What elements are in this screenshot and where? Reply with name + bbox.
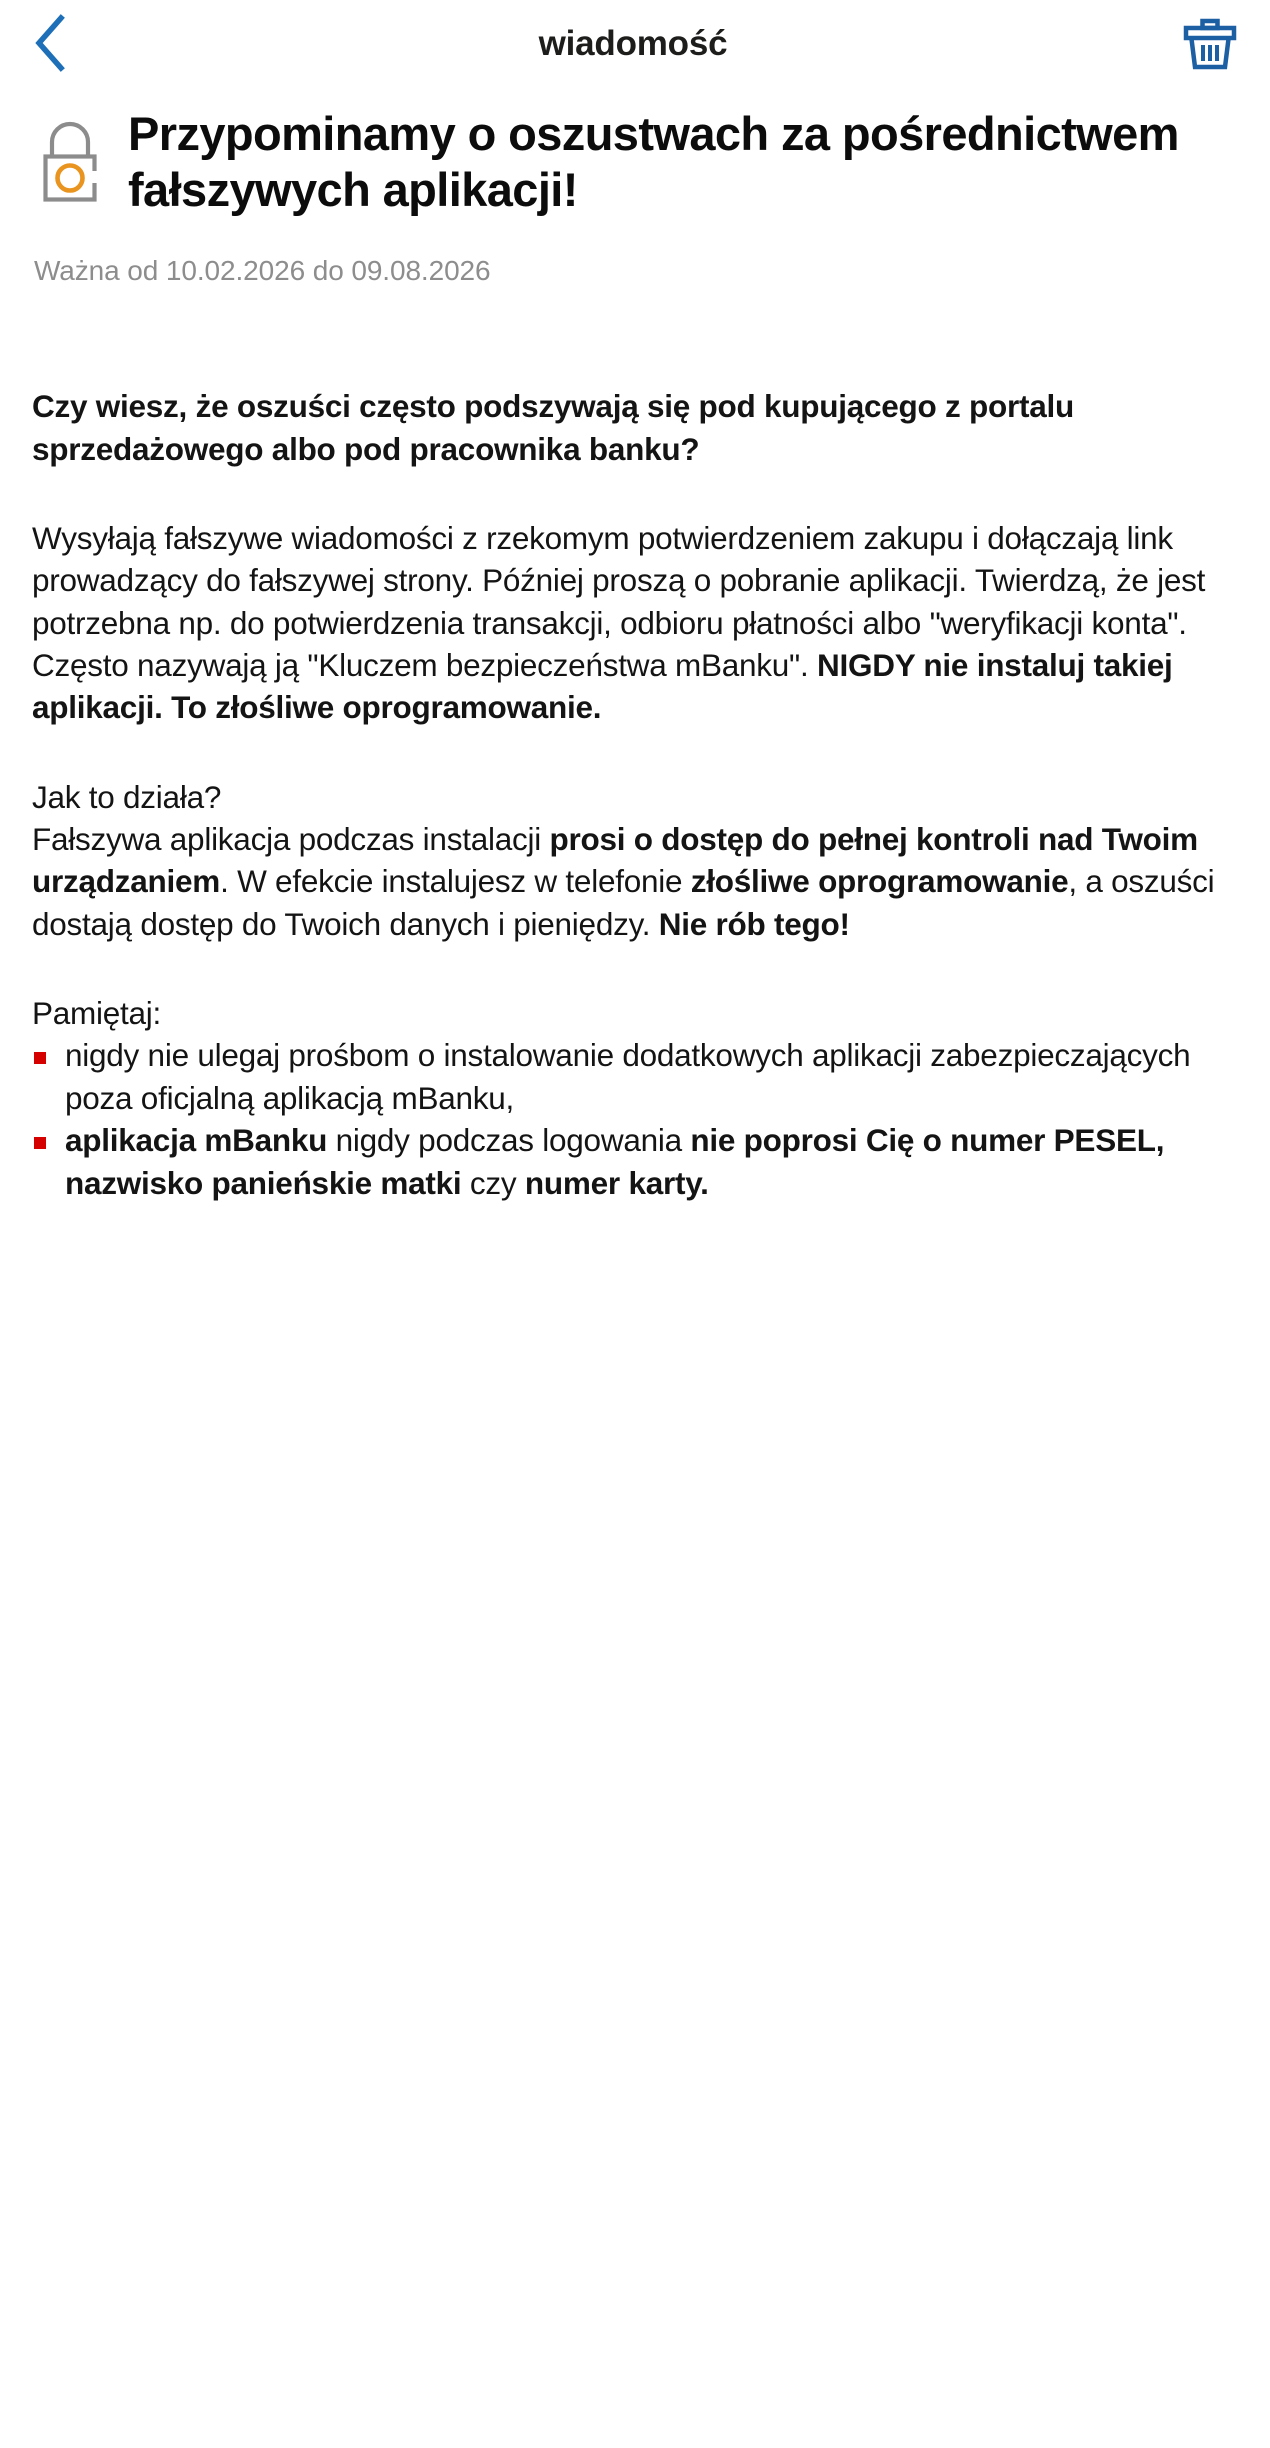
top-bar [0,0,1270,88]
bullet-2-text-1: nigdy podczas logowania [327,1122,691,1159]
chevron-left-icon [30,12,70,77]
bullet-2-text-bold-2: nie poprosi Cię o numer PESEL, nazwisko panieńskie matki [65,1122,1165,1201]
page-title: wiadomość [538,24,728,63]
bullet-2-text-2: czy [461,1164,525,1201]
bullet-2-text-bold-3: numer karty. [524,1164,709,1201]
mechanism-text-1: Fałszywa aplikacja podczas instalacji [32,821,550,858]
paragraph-intro: Czy wiesz, że oszuści często podszywają się pod kupującego z portalu sprzedażowego albo pod pracownika banku? [32,388,1075,467]
message-header [0,88,1270,219]
trash-icon [1181,12,1239,77]
message-title: Przypominamy o oszustwach za pośrednictwem fałszywych aplikacji! [128,107,1179,217]
paragraph-text-bold: NIGDY nie instaluj takiej aplikacji. To złośliwe oprogramowanie. [32,646,1173,726]
padlock-icon [34,106,116,213]
message-body [0,289,1270,1244]
heading-remember: Pamiętaj: [32,995,162,1032]
spacer [32,470,1248,517]
message-validity: Ważna od 10.02.2026 do 09.08.2026 [34,254,491,286]
remember-list [32,1034,1248,1203]
paragraph-how-scam-works [32,517,1248,729]
paragraph-text-regular: Wysyłają fałszywe wiadomości z rzekomym potwierdzeniem zakupu i dołączają link prowadzący do fałszywej strony. Później proszą o pobranie aplikacji. Twierdzą, że jest potrzebna np. do potwierdzenia transakcji, odbioru płatności albo "weryfikacji konta". Często nazywają ją "Kluczem bezpieczeństwa mBanku". [32,519,1206,683]
mechanism-text-bold-3: Nie rób tego! [658,905,850,942]
bullet-2-text-bold-1: aplikacja mBanku [65,1122,328,1159]
mechanism-text-2: . W efekcie instalujesz w telefonie [220,863,691,900]
back-button[interactable] [30,13,92,75]
paragraph-mechanism [32,818,1248,945]
heading-how-it-works: Jak to działa? [32,778,222,815]
mechanism-text-bold-2: złośliwe oprogramowanie [690,863,1069,900]
bullet-1-text: nigdy nie ulegaj prośbom o instalowanie dodatkowych aplikacji zabezpieczających poza oficjalną aplikacją mBanku, [65,1037,1191,1116]
mechanism-text-3: , a oszuści dostają dostęp do Twoich danych i pieniędzy. [32,863,1215,942]
delete-message-button[interactable] [1178,12,1242,76]
mechanism-text-bold-1: prosi o dostęp do pełnej kontroli nad Twoim urządzaniem [32,821,1198,900]
spacer [32,945,1248,992]
list-item [32,1034,1248,1119]
spacer [32,729,1248,776]
list-item [32,1119,1248,1204]
